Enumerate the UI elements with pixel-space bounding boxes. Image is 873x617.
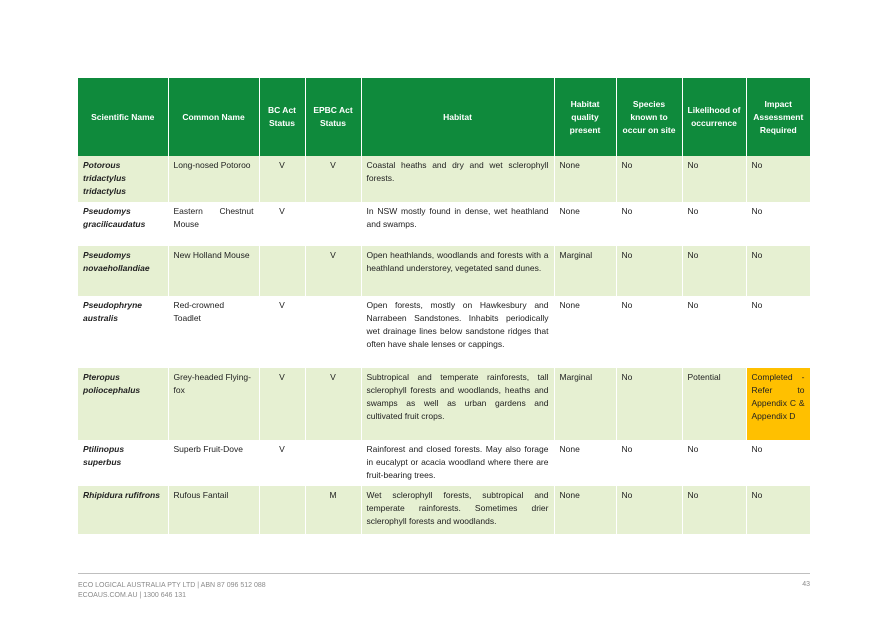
cell-habitat: Open forests, mostly on Hawkesbury and Narrabeen Sandstones. Inhabits periodically wet drainage lines below sandstone ridges that often have shale lenses or cappings. [361, 296, 554, 368]
cell-habitat-quality: None [554, 486, 616, 534]
cell-scientific-name: Pseudomys gracilicaudatus [78, 202, 168, 246]
cell-habitat-quality: None [554, 440, 616, 486]
header-species-known: Species known to occur on site [616, 78, 682, 156]
header-habitat: Habitat [361, 78, 554, 156]
cell-common-name: Superb Fruit-Dove [168, 440, 259, 486]
header-epbc-act-status: EPBC Act Status [305, 78, 361, 156]
cell-scientific-name: Pteropus poliocephalus [78, 368, 168, 440]
cell-impact: No [746, 486, 810, 534]
cell-known-on-site: No [616, 368, 682, 440]
cell-known-on-site: No [616, 440, 682, 486]
footer-company-line: ECO LOGICAL AUSTRALIA PTY LTD | ABN 87 096 512 088 [78, 582, 266, 589]
cell-impact-highlighted: Completed - Refer to Appendix C & Appendix D [746, 368, 810, 440]
cell-common-name: Long-nosed Potoroo [168, 156, 259, 202]
cell-habitat: Subtropical and temperate rainforests, tall sclerophyll forests and woodlands, heaths and swamps as well as urban gardens and cultivated fruit crops. [361, 368, 554, 440]
header-scientific-name: Scientific Name [78, 78, 168, 156]
cell-common-name: Red-crowned Toadlet [168, 296, 259, 368]
cell-habitat: Rainforest and closed forests. May also forage in eucalypt or acacia woodland where there are fruit-bearing trees. [361, 440, 554, 486]
table-row [78, 296, 810, 368]
cell-likelihood: No [682, 486, 746, 534]
cell-known-on-site: No [616, 486, 682, 534]
cell-common-name: Rufous Fantail [168, 486, 259, 534]
cell-habitat-quality: None [554, 156, 616, 202]
species-assessment-table [78, 78, 811, 534]
cell-likelihood: No [682, 440, 746, 486]
table-row [78, 368, 810, 440]
footer-divider [78, 573, 810, 574]
cell-habitat: In NSW mostly found in dense, wet heathland and swamps. [361, 202, 554, 246]
cell-habitat-quality: Marginal [554, 246, 616, 296]
header-impact-assessment: Impact Assessment Required [746, 78, 810, 156]
cell-habitat-quality: Marginal [554, 368, 616, 440]
cell-scientific-name: Pseudophryne australis [78, 296, 168, 368]
cell-impact: No [746, 440, 810, 486]
cell-epbc-status: V [305, 246, 361, 296]
header-common-name: Common Name [168, 78, 259, 156]
cell-known-on-site: No [616, 156, 682, 202]
footer-company-info [78, 581, 266, 601]
table-row [78, 486, 810, 534]
cell-bc-status: V [259, 440, 305, 486]
cell-epbc-status [305, 440, 361, 486]
cell-scientific-name: Potorous tridactylus tridactylus [78, 156, 168, 202]
cell-known-on-site: No [616, 246, 682, 296]
cell-bc-status [259, 486, 305, 534]
cell-epbc-status: V [305, 368, 361, 440]
cell-bc-status: V [259, 156, 305, 202]
cell-likelihood: No [682, 246, 746, 296]
cell-habitat: Open heathlands, woodlands and forests with a heathland understorey, vegetated sand dunes. [361, 246, 554, 296]
cell-scientific-name: Ptilinopus superbus [78, 440, 168, 486]
cell-impact: No [746, 156, 810, 202]
cell-bc-status: V [259, 368, 305, 440]
cell-scientific-name: Rhipidura rufifrons [78, 486, 168, 534]
cell-scientific-name: Pseudomys novaehollandiae [78, 246, 168, 296]
table-row [78, 156, 810, 202]
cell-likelihood: No [682, 156, 746, 202]
table-row [78, 440, 810, 486]
cell-likelihood: No [682, 296, 746, 368]
cell-epbc-status: M [305, 486, 361, 534]
header-likelihood: Likelihood of occurrence [682, 78, 746, 156]
cell-habitat-quality: None [554, 296, 616, 368]
header-habitat-quality: Habitat quality present [554, 78, 616, 156]
cell-epbc-status: V [305, 156, 361, 202]
cell-known-on-site: No [616, 202, 682, 246]
table-row [78, 246, 810, 296]
cell-habitat: Coastal heaths and dry and wet sclerophyll forests. [361, 156, 554, 202]
cell-common-name: Eastern Chestnut Mouse [168, 202, 259, 246]
header-bc-act-status: BC Act Status [259, 78, 305, 156]
cell-common-name: Grey-headed Flying-fox [168, 368, 259, 440]
cell-bc-status: V [259, 296, 305, 368]
cell-impact: No [746, 296, 810, 368]
cell-bc-status: V [259, 202, 305, 246]
cell-bc-status [259, 246, 305, 296]
species-table-container [78, 78, 810, 534]
footer-contact-line: ECOAUS.COM.AU | 1300 646 131 [78, 592, 187, 599]
cell-epbc-status [305, 202, 361, 246]
page-number: 43 [802, 581, 810, 588]
cell-habitat-quality: None [554, 202, 616, 246]
cell-likelihood: Potential [682, 368, 746, 440]
cell-impact: No [746, 246, 810, 296]
cell-likelihood: No [682, 202, 746, 246]
cell-habitat: Wet sclerophyll forests, subtropical and temperate rainforests. Sometimes drier sclerophyll forests and woodlands. [361, 486, 554, 534]
cell-epbc-status [305, 296, 361, 368]
cell-impact: No [746, 202, 810, 246]
cell-common-name: New Holland Mouse [168, 246, 259, 296]
table-header-row [78, 78, 810, 156]
table-row [78, 202, 810, 246]
cell-known-on-site: No [616, 296, 682, 368]
